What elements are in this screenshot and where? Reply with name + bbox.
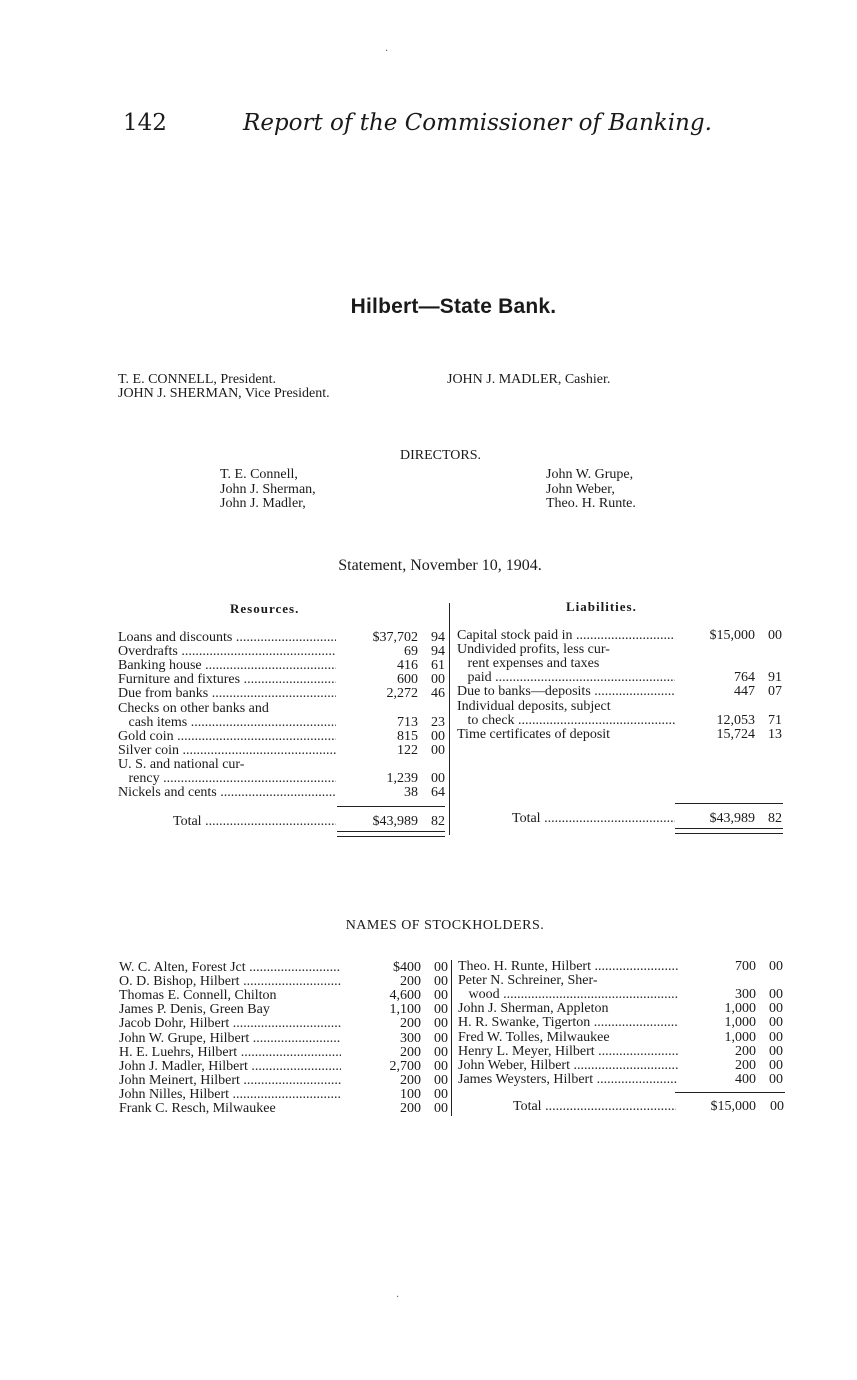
row-label: John Meinert, Hilbert ..... bbox=[119, 1074, 341, 1088]
print-speck: · bbox=[396, 1292, 400, 1303]
row-dollars: 1,000 bbox=[724, 1029, 756, 1045]
row-dollars: $15,000 bbox=[709, 628, 755, 643]
resources-total-row bbox=[118, 815, 446, 829]
page-number: 142 bbox=[123, 110, 167, 136]
row-dollars: 200 bbox=[735, 1057, 756, 1073]
director-name: Theo. H. Runte. bbox=[546, 496, 636, 511]
row-label: Banking house ..... bbox=[118, 659, 336, 673]
row-cents: 00 bbox=[434, 974, 448, 990]
row-cents: 07 bbox=[768, 684, 782, 700]
table-row bbox=[119, 975, 449, 989]
row-label: Checks on other banks and bbox=[118, 701, 269, 716]
row-label: Peter N. Schreiner, Sher- bbox=[458, 974, 598, 989]
row-cents: 00 bbox=[431, 728, 445, 744]
table-row bbox=[458, 960, 788, 974]
total-rule bbox=[675, 803, 783, 804]
liabilities-heading: Liabilities. bbox=[566, 599, 637, 614]
table-row bbox=[118, 744, 448, 758]
table-row bbox=[118, 631, 448, 645]
row-cents: 00 bbox=[769, 1029, 783, 1045]
row-cents: 71 bbox=[768, 712, 782, 728]
table-row bbox=[119, 1088, 449, 1102]
total-cents: 82 bbox=[431, 814, 445, 829]
row-label: Thomas E. Connell, Chilton bbox=[119, 989, 277, 1004]
row-label: H. E. Luehrs, Hilbert ..... bbox=[119, 1046, 341, 1060]
table-row bbox=[119, 1074, 449, 1088]
row-dollars: 200 bbox=[400, 1101, 421, 1116]
directors-right bbox=[546, 468, 636, 512]
row-dollars: 4,600 bbox=[389, 988, 421, 1004]
row-dollars: 1,000 bbox=[724, 1001, 756, 1017]
table-row bbox=[118, 716, 448, 730]
row-dollars: 200 bbox=[400, 974, 421, 990]
statement-title: Statement, November 10, 1904. bbox=[338, 557, 542, 574]
row-cents: 61 bbox=[431, 658, 445, 674]
row-label: John Weber, Hilbert ..... bbox=[458, 1059, 678, 1073]
row-dollars: 713 bbox=[397, 714, 418, 730]
row-cents: 00 bbox=[431, 742, 445, 758]
total-cents: 00 bbox=[770, 1099, 784, 1114]
row-label: Henry L. Meyer, Hilbert ..... bbox=[458, 1045, 678, 1059]
row-dollars: 416 bbox=[397, 658, 418, 674]
total-label: Total ..... bbox=[512, 812, 675, 826]
row-dollars: 300 bbox=[400, 1030, 421, 1046]
stockholders-heading: NAMES OF STOCKHOLDERS. bbox=[345, 918, 545, 933]
row-cents: 00 bbox=[769, 1043, 783, 1059]
row-cents: 00 bbox=[434, 1044, 448, 1060]
row-cents: 00 bbox=[434, 1101, 448, 1116]
table-row bbox=[458, 1016, 788, 1030]
table-row bbox=[457, 671, 787, 685]
row-dollars: 2,272 bbox=[386, 686, 418, 702]
row-label: U. S. and national cur- bbox=[118, 757, 245, 772]
row-label: Individual deposits, subject bbox=[457, 699, 611, 714]
bank-title: Hilbert—State Bank. bbox=[350, 295, 557, 318]
row-label: James Weysters, Hilbert ..... bbox=[458, 1073, 678, 1087]
director-name: T. E. Connell, bbox=[220, 467, 298, 482]
double-rule bbox=[337, 831, 445, 837]
row-dollars: 815 bbox=[397, 728, 418, 744]
row-cents: 00 bbox=[434, 1086, 448, 1102]
row-label: O. D. Bishop, Hilbert ..... bbox=[119, 975, 341, 989]
row-dollars: $400 bbox=[393, 960, 421, 975]
row-label: rent expenses and taxes bbox=[457, 657, 600, 672]
row-label: H. R. Swanke, Tigerton ..... bbox=[458, 1016, 678, 1030]
row-cents: 00 bbox=[768, 628, 782, 643]
row-label: Loans and discounts ..... bbox=[118, 631, 336, 645]
liabilities-total-row bbox=[457, 812, 785, 826]
table-row bbox=[119, 1032, 449, 1046]
table-row bbox=[118, 772, 448, 786]
row-label: Theo. H. Runte, Hilbert ..... bbox=[458, 960, 678, 974]
directors-heading: DIRECTORS. bbox=[400, 448, 482, 463]
table-row bbox=[457, 685, 787, 699]
row-label: Overdrafts ..... bbox=[118, 645, 336, 659]
row-label: Gold coin ..... bbox=[118, 730, 336, 744]
row-dollars: 2,700 bbox=[389, 1058, 421, 1074]
director-name: John Weber, bbox=[546, 481, 615, 497]
row-label: Jacob Dohr, Hilbert ..... bbox=[119, 1017, 341, 1031]
officer-president: T. E. CONNELL, President. bbox=[118, 372, 276, 387]
row-dollars: 700 bbox=[735, 959, 756, 974]
row-label: John Nilles, Hilbert ..... bbox=[119, 1088, 341, 1102]
row-cents: 94 bbox=[431, 644, 445, 660]
table-row bbox=[118, 702, 448, 716]
row-cents: 00 bbox=[769, 1057, 783, 1073]
total-label: Total ..... bbox=[513, 1100, 676, 1114]
row-label: John J. Sherman, Appleton bbox=[458, 1002, 609, 1017]
row-label: Furniture and fixtures ..... bbox=[118, 673, 336, 687]
row-cents: 00 bbox=[769, 959, 783, 974]
table-row bbox=[457, 700, 787, 714]
row-label: Due from banks ..... bbox=[118, 687, 336, 701]
row-cents: 64 bbox=[431, 785, 445, 801]
table-row bbox=[457, 728, 787, 742]
row-cents: 00 bbox=[431, 771, 445, 786]
officer-vice-president: JOHN J. SHERMAN, Vice President. bbox=[118, 386, 330, 401]
director-name: John W. Grupe, bbox=[546, 467, 634, 482]
column-divider bbox=[449, 603, 450, 835]
row-label: Undivided profits, less cur- bbox=[457, 643, 610, 658]
table-row bbox=[118, 730, 448, 744]
row-cents: 00 bbox=[434, 1072, 448, 1088]
table-row bbox=[458, 974, 788, 988]
director-name: John J. Madler, bbox=[220, 496, 306, 511]
row-cents: 00 bbox=[769, 1071, 783, 1087]
director-name: John J. Sherman, bbox=[220, 481, 316, 497]
table-row bbox=[458, 1031, 788, 1045]
row-cents: 46 bbox=[431, 686, 445, 702]
row-cents: 13 bbox=[768, 726, 782, 742]
table-row bbox=[118, 673, 448, 687]
row-dollars: 200 bbox=[400, 1016, 421, 1032]
row-cents: 00 bbox=[434, 1030, 448, 1046]
print-speck: · bbox=[385, 46, 389, 57]
row-label: John J. Madler, Hilbert ..... bbox=[119, 1060, 341, 1074]
row-cents: 00 bbox=[434, 1058, 448, 1074]
table-row bbox=[119, 961, 449, 975]
stockholders-total-row bbox=[458, 1100, 786, 1114]
table-row bbox=[119, 1017, 449, 1031]
stockholders-divider bbox=[451, 960, 452, 1116]
row-dollars: 764 bbox=[734, 670, 755, 686]
row-dollars: 100 bbox=[400, 1086, 421, 1102]
row-label: paid ..... bbox=[457, 671, 675, 685]
row-label: Nickels and cents ..... bbox=[118, 786, 336, 800]
row-dollars: 1,100 bbox=[389, 1002, 421, 1018]
row-label: James P. Denis, Green Bay bbox=[119, 1003, 270, 1018]
row-dollars: 12,053 bbox=[716, 712, 755, 728]
table-row bbox=[118, 786, 448, 800]
row-cents: 00 bbox=[769, 1001, 783, 1017]
row-cents: 94 bbox=[431, 630, 445, 645]
total-label: Total ..... bbox=[173, 815, 336, 829]
row-label: W. C. Alten, Forest Jct ..... bbox=[119, 961, 341, 975]
table-row bbox=[118, 645, 448, 659]
total-dollars: $43,989 bbox=[372, 814, 418, 829]
total-cents: 82 bbox=[768, 811, 782, 826]
table-row bbox=[118, 687, 448, 701]
row-dollars: 200 bbox=[400, 1044, 421, 1060]
table-row bbox=[119, 1060, 449, 1074]
table-row bbox=[118, 659, 448, 673]
row-cents: 00 bbox=[434, 1002, 448, 1018]
table-row bbox=[458, 1002, 788, 1016]
table-row bbox=[119, 1102, 449, 1116]
row-cents: 00 bbox=[769, 1015, 783, 1031]
table-row bbox=[458, 1073, 788, 1087]
row-dollars: 600 bbox=[397, 672, 418, 688]
total-rule bbox=[337, 806, 445, 807]
row-dollars: 447 bbox=[734, 684, 755, 700]
row-dollars: $37,702 bbox=[372, 630, 418, 645]
row-dollars: 1,000 bbox=[724, 1015, 756, 1031]
row-dollars: 1,239 bbox=[386, 771, 418, 786]
row-cents: 00 bbox=[431, 672, 445, 688]
table-row bbox=[119, 1003, 449, 1017]
running-title: Report of the Commissioner of Banking. bbox=[243, 110, 712, 136]
row-label: Silver coin ..... bbox=[118, 744, 336, 758]
resources-heading: Resources. bbox=[230, 601, 300, 616]
row-dollars: 200 bbox=[735, 1043, 756, 1059]
table-row bbox=[457, 643, 787, 657]
row-cents: 00 bbox=[434, 1016, 448, 1032]
row-label: Due to banks—deposits ..... bbox=[457, 685, 675, 699]
row-dollars: 15,724 bbox=[716, 726, 755, 742]
table-row bbox=[458, 988, 788, 1002]
row-dollars: 122 bbox=[397, 742, 418, 758]
row-cents: 00 bbox=[434, 988, 448, 1004]
directors-left bbox=[220, 468, 316, 512]
row-dollars: 200 bbox=[400, 1072, 421, 1088]
table-row bbox=[118, 758, 448, 772]
row-label: Fred W. Tolles, Milwaukee bbox=[458, 1030, 610, 1045]
table-row bbox=[458, 1059, 788, 1073]
row-label: wood ..... bbox=[458, 988, 678, 1002]
total-dollars: $15,000 bbox=[710, 1099, 756, 1114]
double-rule bbox=[675, 828, 783, 834]
row-cents: 91 bbox=[768, 670, 782, 686]
table-row bbox=[458, 1045, 788, 1059]
row-label: cash items ..... bbox=[118, 716, 336, 730]
row-dollars: 69 bbox=[404, 644, 418, 660]
row-cents: 00 bbox=[434, 960, 448, 975]
total-rule bbox=[675, 1092, 785, 1093]
table-row bbox=[119, 989, 449, 1003]
table-row bbox=[457, 714, 787, 728]
row-label: to check ..... bbox=[457, 714, 675, 728]
row-dollars: 38 bbox=[404, 785, 418, 801]
row-dollars: 300 bbox=[735, 987, 756, 1003]
table-row bbox=[119, 1046, 449, 1060]
row-label: John W. Grupe, Hilbert ..... bbox=[119, 1032, 341, 1046]
total-dollars: $43,989 bbox=[709, 811, 755, 826]
row-cents: 23 bbox=[431, 714, 445, 730]
row-dollars: 400 bbox=[735, 1071, 756, 1087]
row-label: Time certificates of deposit bbox=[457, 727, 611, 742]
officer-cashier: JOHN J. MADLER, Cashier. bbox=[447, 372, 611, 387]
row-label: rency ..... bbox=[118, 772, 336, 786]
row-label: Capital stock paid in ..... bbox=[457, 629, 675, 643]
row-label: Frank C. Resch, Milwaukee bbox=[119, 1102, 276, 1116]
table-row bbox=[457, 657, 787, 671]
table-row bbox=[457, 629, 787, 643]
row-cents: 00 bbox=[769, 987, 783, 1003]
